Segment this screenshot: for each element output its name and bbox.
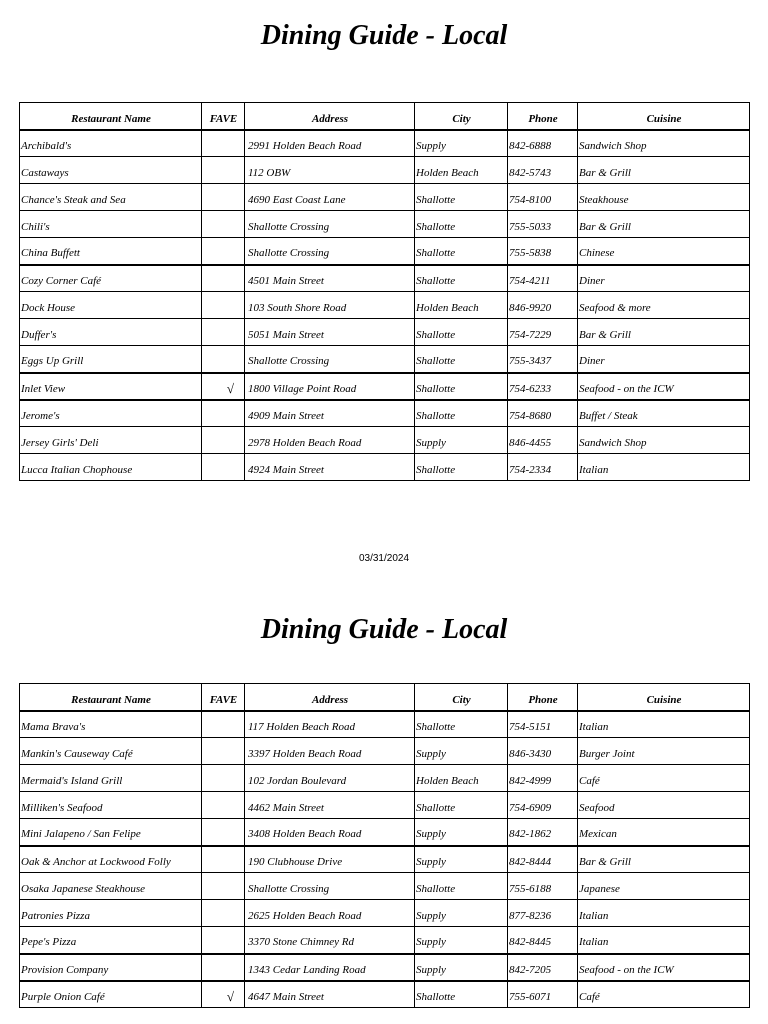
cell-phone: 842-4999 [508, 765, 578, 792]
cell-fave [202, 454, 245, 481]
column-header-name: Restaurant Name [20, 103, 202, 130]
cell-address: 4462 Main Street [245, 792, 415, 819]
cell-restaurant-name: Milliken's Seafood [20, 792, 202, 819]
cell-restaurant-name: Mini Jalapeno / San Felipe [20, 819, 202, 846]
cell-fave [202, 927, 245, 954]
cell-cuisine: Bar & Grill [578, 846, 750, 873]
cell-cuisine: Buffet / Steak [578, 400, 750, 427]
table-row [20, 900, 750, 927]
cell-fave [202, 738, 245, 765]
cell-address: 2978 Holden Beach Road [245, 427, 415, 454]
cell-fave [202, 427, 245, 454]
cell-cuisine: Café [578, 981, 750, 1008]
cell-restaurant-name: Osaka Japanese Steakhouse [20, 873, 202, 900]
cell-cuisine: Italian [578, 900, 750, 927]
page-title: Dining Guide - Local [260, 20, 508, 51]
cell-address: 4924 Main Street [245, 454, 415, 481]
cell-phone: 842-7205 [508, 954, 578, 981]
table-row [20, 819, 750, 846]
cell-address: 102 Jordan Boulevard [245, 765, 415, 792]
cell-cuisine: Italian [578, 927, 750, 954]
cell-restaurant-name: Eggs Up Grill [20, 346, 202, 373]
cell-fave [202, 711, 245, 738]
column-header-phone: Phone [508, 103, 578, 130]
cell-phone: 755-3437 [508, 346, 578, 373]
cell-restaurant-name: Chili's [20, 211, 202, 238]
cell-restaurant-name: Chance's Steak and Sea [20, 184, 202, 211]
cell-city: Supply [415, 927, 508, 954]
column-header-address: Address [245, 684, 415, 711]
table-header-row [20, 684, 750, 711]
cell-restaurant-name: Jerome's [20, 400, 202, 427]
cell-city: Supply [415, 846, 508, 873]
cell-cuisine: Italian [578, 711, 750, 738]
cell-fave [202, 238, 245, 265]
cell-cuisine: Sandwich Shop [578, 427, 750, 454]
table-row [20, 130, 750, 157]
cell-address: 190 Clubhouse Drive [245, 846, 415, 873]
table-row [20, 954, 750, 981]
cell-address: 4647 Main Street [245, 981, 415, 1008]
restaurant-table [19, 683, 750, 1008]
table-row [20, 184, 750, 211]
table-row [20, 765, 750, 792]
cell-fave [202, 211, 245, 238]
cell-fave [202, 792, 245, 819]
cell-restaurant-name: Cozy Corner Café [20, 265, 202, 292]
cell-phone: 754-6233 [508, 373, 578, 400]
cell-phone: 755-6188 [508, 873, 578, 900]
cell-city: Shallotte [415, 400, 508, 427]
cell-address: 117 Holden Beach Road [245, 711, 415, 738]
cell-restaurant-name: Patronies Pizza [20, 900, 202, 927]
cell-city: Supply [415, 738, 508, 765]
cell-fave [202, 292, 245, 319]
cell-cuisine: Chinese [578, 238, 750, 265]
cell-city: Shallotte [415, 792, 508, 819]
cell-address: 1800 Village Point Road [245, 373, 415, 400]
cell-fave [202, 184, 245, 211]
cell-phone: 842-6888 [508, 130, 578, 157]
cell-city: Shallotte [415, 454, 508, 481]
cell-cuisine: Diner [578, 265, 750, 292]
cell-address: 4501 Main Street [245, 265, 415, 292]
cell-phone: 755-6071 [508, 981, 578, 1008]
cell-city: Holden Beach [415, 292, 508, 319]
table-row [20, 846, 750, 873]
cell-restaurant-name: Duffer's [20, 319, 202, 346]
cell-restaurant-name: Dock House [20, 292, 202, 319]
column-header-cuisine: Cuisine [578, 684, 750, 711]
cell-fave [202, 954, 245, 981]
cell-phone: 842-5743 [508, 157, 578, 184]
cell-city: Shallotte [415, 373, 508, 400]
column-header-fave: FAVE [202, 103, 245, 130]
cell-phone: 754-8680 [508, 400, 578, 427]
cell-cuisine: Bar & Grill [578, 211, 750, 238]
cell-address: 112 OBW [245, 157, 415, 184]
cell-restaurant-name: Mermaid's Island Grill [20, 765, 202, 792]
cell-fave [202, 400, 245, 427]
cell-address: 2625 Holden Beach Road [245, 900, 415, 927]
cell-cuisine: Italian [578, 454, 750, 481]
cell-city: Supply [415, 954, 508, 981]
table-row [20, 211, 750, 238]
table-row [20, 400, 750, 427]
cell-restaurant-name: Mama Brava's [20, 711, 202, 738]
column-header-fave: FAVE [202, 684, 245, 711]
table-row [20, 238, 750, 265]
cell-city: Shallotte [415, 238, 508, 265]
cell-fave [202, 900, 245, 927]
cell-phone: 754-4211 [508, 265, 578, 292]
cell-cuisine: Seafood [578, 792, 750, 819]
column-header-phone: Phone [508, 684, 578, 711]
cell-phone: 754-8100 [508, 184, 578, 211]
cell-fave [202, 130, 245, 157]
cell-city: Supply [415, 819, 508, 846]
cell-cuisine: Café [578, 765, 750, 792]
cell-address: 3370 Stone Chimney Rd [245, 927, 415, 954]
cell-restaurant-name: Archibald's [20, 130, 202, 157]
cell-address: 3408 Holden Beach Road [245, 819, 415, 846]
cell-restaurant-name: Lucca Italian Chophouse [20, 454, 202, 481]
cell-restaurant-name: Jersey Girls' Deli [20, 427, 202, 454]
cell-city: Shallotte [415, 211, 508, 238]
cell-phone: 842-8445 [508, 927, 578, 954]
table-row [20, 738, 750, 765]
cell-restaurant-name: Inlet View [20, 373, 202, 400]
column-header-city: City [415, 103, 508, 130]
cell-address: Shallotte Crossing [245, 238, 415, 265]
cell-address: 4690 East Coast Lane [245, 184, 415, 211]
restaurant-table [19, 102, 750, 481]
table-row [20, 319, 750, 346]
cell-address: Shallotte Crossing [245, 873, 415, 900]
cell-city: Shallotte [415, 265, 508, 292]
cell-address: 103 South Shore Road [245, 292, 415, 319]
cell-cuisine: Seafood - on the ICW [578, 954, 750, 981]
cell-city: Supply [415, 130, 508, 157]
cell-phone: 754-2334 [508, 454, 578, 481]
column-header-name: Restaurant Name [20, 684, 202, 711]
table-row [20, 292, 750, 319]
table-row [20, 265, 750, 292]
cell-restaurant-name: China Buffett [20, 238, 202, 265]
cell-fave: √ [202, 373, 245, 400]
cell-restaurant-name: Purple Onion Café [20, 981, 202, 1008]
cell-city: Holden Beach [415, 157, 508, 184]
cell-phone: 877-8236 [508, 900, 578, 927]
cell-city: Supply [415, 900, 508, 927]
cell-fave [202, 265, 245, 292]
cell-cuisine: Seafood & more [578, 292, 750, 319]
cell-phone: 754-6909 [508, 792, 578, 819]
cell-restaurant-name: Mankin's Causeway Café [20, 738, 202, 765]
cell-cuisine: Bar & Grill [578, 319, 750, 346]
cell-city: Shallotte [415, 873, 508, 900]
cell-city: Shallotte [415, 346, 508, 373]
table-row [20, 873, 750, 900]
cell-address: 3397 Holden Beach Road [245, 738, 415, 765]
table-header-row [20, 103, 750, 130]
cell-restaurant-name: Provision Company [20, 954, 202, 981]
cell-cuisine: Diner [578, 346, 750, 373]
cell-address: 4909 Main Street [245, 400, 415, 427]
cell-phone: 755-5033 [508, 211, 578, 238]
cell-phone: 846-9920 [508, 292, 578, 319]
cell-address: Shallotte Crossing [245, 211, 415, 238]
cell-fave [202, 157, 245, 184]
cell-address: 5051 Main Street [245, 319, 415, 346]
cell-city: Shallotte [415, 319, 508, 346]
cell-restaurant-name: Castaways [20, 157, 202, 184]
cell-fave [202, 819, 245, 846]
cell-city: Shallotte [415, 184, 508, 211]
page-title: Dining Guide - Local [260, 614, 508, 645]
cell-restaurant-name: Pepe's Pizza [20, 927, 202, 954]
cell-cuisine: Steakhouse [578, 184, 750, 211]
table-row [20, 454, 750, 481]
cell-fave: √ [202, 981, 245, 1008]
cell-fave [202, 765, 245, 792]
cell-fave [202, 319, 245, 346]
cell-cuisine: Seafood - on the ICW [578, 373, 750, 400]
cell-city: Shallotte [415, 981, 508, 1008]
cell-city: Supply [415, 427, 508, 454]
footer-date: 03/31/2024 [358, 553, 410, 564]
cell-address: 2991 Holden Beach Road [245, 130, 415, 157]
cell-cuisine: Burger Joint [578, 738, 750, 765]
column-header-cuisine: Cuisine [578, 103, 750, 130]
cell-phone: 842-1862 [508, 819, 578, 846]
cell-phone: 754-7229 [508, 319, 578, 346]
table-row [20, 427, 750, 454]
table-row [20, 373, 750, 400]
table-row [20, 346, 750, 373]
cell-phone: 846-4455 [508, 427, 578, 454]
cell-fave [202, 846, 245, 873]
table-row [20, 981, 750, 1008]
cell-address: Shallotte Crossing [245, 346, 415, 373]
cell-city: Shallotte [415, 711, 508, 738]
cell-phone: 846-3430 [508, 738, 578, 765]
cell-phone: 842-8444 [508, 846, 578, 873]
cell-cuisine: Sandwich Shop [578, 130, 750, 157]
cell-city: Holden Beach [415, 765, 508, 792]
cell-restaurant-name: Oak & Anchor at Lockwood Folly [20, 846, 202, 873]
table-row [20, 157, 750, 184]
table-row [20, 711, 750, 738]
cell-phone: 755-5838 [508, 238, 578, 265]
cell-cuisine: Japanese [578, 873, 750, 900]
cell-phone: 754-5151 [508, 711, 578, 738]
cell-fave [202, 873, 245, 900]
cell-cuisine: Mexican [578, 819, 750, 846]
cell-cuisine: Bar & Grill [578, 157, 750, 184]
column-header-address: Address [245, 103, 415, 130]
table-row [20, 927, 750, 954]
cell-fave [202, 346, 245, 373]
table-row [20, 792, 750, 819]
cell-address: 1343 Cedar Landing Road [245, 954, 415, 981]
column-header-city: City [415, 684, 508, 711]
